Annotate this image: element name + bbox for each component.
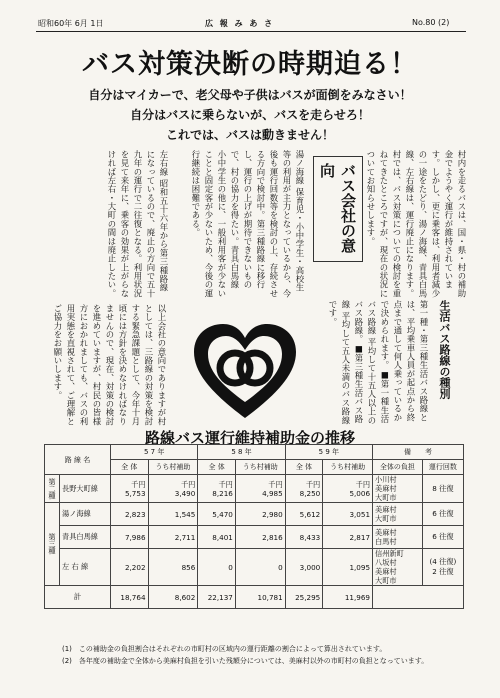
total-cell: 8,602 — [148, 586, 198, 609]
share-cell: 美麻村 大町市 — [373, 503, 423, 526]
total-header: 全 体 — [198, 460, 236, 475]
value: 5,006 — [349, 488, 371, 498]
village-subsidy-header: うち村補助 — [235, 460, 285, 475]
empty-cell — [373, 586, 464, 609]
table-row — [45, 503, 464, 526]
trips-cell: 6 往復 — [422, 526, 463, 549]
value: 8,216 — [212, 488, 233, 498]
issue-number: No.80 (2) — [412, 18, 450, 27]
table-row — [45, 475, 464, 503]
table-cell: 7,986 — [110, 526, 148, 549]
share-cell: 小川村 美麻村 大町市 — [373, 475, 423, 503]
value: 8,250 — [299, 488, 321, 498]
value: 4,985 — [262, 488, 283, 498]
total-cell: 22,137 — [198, 586, 236, 609]
footnote-1: (1) この補助金の負担割合はそれぞれの市町村の区域内の運行距離の割合によって算出されています。 — [62, 645, 387, 653]
subhead-3: これでは、バスは動きません！ — [165, 128, 334, 142]
company-intent-text: 湯ノ海線 保育児・小中学生・高校生等の利用が主力となっているから、今後も運行回数等を検討の上、存続させる方向で検討中。第三種路線に移行し、運行の上げが期待できないもので、村の協力を得たい。青具白馬線 小中学生の他に、一般利用客が少ないことと固定客が少ないため、今後の運行継続は困難である。 — [191, 150, 305, 298]
unit-label: 千円 — [305, 479, 321, 489]
table-cell — [148, 475, 198, 503]
year-57-header: 5 7 年 — [110, 445, 197, 460]
share-cell: 信州新町 八坂村 美麻村 大町市 — [373, 549, 423, 586]
table-cell: 8,401 — [198, 526, 236, 549]
trips-cell: 6 往復 — [422, 503, 463, 526]
value: 3,490 — [174, 488, 196, 498]
closing-text: 以上会社の意向でありますが村としては、三路線の対策を検討する緊急課題として、今年十月頃には方針を決めなければなりませんので、現在、対策の検討を進めていますが、村民の皆様方におかれましても、バスの利用実態を直視されて、ご理解とご協力をお願いします。 — [53, 304, 167, 426]
table-cell: 3,000 — [285, 549, 323, 586]
total-label: 計 — [45, 586, 111, 609]
route-type-text: 第一種・第三種生活バス路線とは、平均乗車人員が起点から終点まで通して何人乗っているかで決められます。■第一種生活バス路線 平均して十五人以上のバス路線。■第三種生活バス路線 平均して五人未満のバス路線です。 — [328, 300, 429, 425]
route-header: 路 線 名 — [45, 445, 111, 475]
year-59-header: 5 9 年 — [285, 445, 372, 460]
table-cell: 856 — [148, 549, 198, 586]
unit-label: 千円 — [268, 479, 283, 489]
table-cell: 2,202 — [110, 549, 148, 586]
value: 5,753 — [124, 488, 146, 498]
header-rule — [36, 31, 466, 32]
subsidy-table — [44, 444, 464, 609]
table-cell: 3,051 — [323, 503, 373, 526]
left-route-text: 左右線 昭和五十六年から第三種路線になっているので、廃止の方向で五十九年の運行で二往復となる。利用状況を見て来年に、乗客の効果が上がらなければ左右・大町の間は廃止したい。 — [107, 150, 169, 298]
table-cell: 0 — [235, 549, 285, 586]
table-cell: 2,816 — [235, 526, 285, 549]
table-cell: 1,095 — [323, 549, 373, 586]
main-headline: バス対策決断の時期迫る！ — [82, 49, 418, 80]
subhead-2: 自分はバスに乗らないが、バスを走らせろ！ — [130, 108, 370, 122]
route-name: 左 右 線 — [60, 549, 111, 586]
village-subsidy-header: うち村補助 — [323, 460, 373, 475]
total-row — [45, 586, 464, 609]
trips-cell: (4 往復) 2 往復 — [422, 549, 463, 586]
footnote-2: (2) 各年度の補助金で全体から美麻村負担を引いた残額分については、美麻村以外の市町村の負担となっています。 — [62, 657, 429, 665]
trips-cell: 8 往復 — [422, 475, 463, 503]
total-header: 全 体 — [110, 460, 148, 475]
section-title: バス会社の意向 — [318, 163, 357, 253]
remarks-header: 備 考 — [373, 445, 464, 460]
table-row — [45, 549, 464, 586]
total-cell: 18,764 — [110, 586, 148, 609]
share-header: 全体の負担 — [373, 460, 423, 475]
newsletter-title: 広 報 み あ さ — [205, 19, 275, 28]
category-label: 第三種 — [45, 503, 60, 586]
total-header: 全 体 — [285, 460, 323, 475]
table-row — [45, 526, 464, 549]
table-title: 路線バス運行維持補助金の推移 — [144, 429, 355, 447]
subhead-1: 自分はマイカーで、老父母や子供はバスが面倒をみなさい！ — [88, 88, 412, 102]
table-cell — [110, 475, 148, 503]
table-cell — [323, 475, 373, 503]
village-subsidy-header: うち村補助 — [148, 460, 198, 475]
table-cell: 5,470 — [198, 503, 236, 526]
table-cell: 2,980 — [235, 503, 285, 526]
table-cell: 5,612 — [285, 503, 323, 526]
unit-label: 千円 — [218, 479, 233, 489]
table-cell — [235, 475, 285, 503]
route-type-title: 生活バス路線の種別 — [438, 300, 451, 399]
table-cell: 1,545 — [148, 503, 198, 526]
route-name: 湯ノ海線 — [60, 503, 111, 526]
year-58-header: 5 8 年 — [198, 445, 285, 460]
trips-header: 運行回数 — [422, 460, 463, 475]
table-cell: 2,817 — [323, 526, 373, 549]
table-cell: 2,823 — [110, 503, 148, 526]
total-cell: 11,969 — [323, 586, 373, 609]
section-box — [313, 156, 363, 262]
total-cell: 10,781 — [235, 586, 285, 609]
intro-text: 村内を走るバスは、国・県・村の補助金でようやく運行が維持されています。しかし、更に乗客は、利用者減少の一途をたどり、湯ノ海線、青具白馬線、左右線は、運行廃止になります。村では、バス対策についての検討を重ねてきたところですが、現在の状況についてお知らせします。 — [366, 150, 467, 298]
table-cell — [198, 475, 236, 503]
table-cell: 2,711 — [148, 526, 198, 549]
category-label: 第二種 — [45, 475, 60, 503]
table-cell — [285, 475, 323, 503]
table-cell: 8,433 — [285, 526, 323, 549]
issue-date: 昭和60年 6月 1日 — [38, 19, 104, 28]
share-cell: 美麻村 白馬村 — [373, 526, 423, 549]
unit-label: 千円 — [180, 479, 196, 489]
total-cell: 25,295 — [285, 586, 323, 609]
village-emblem — [190, 322, 300, 422]
table-cell: 0 — [198, 549, 236, 586]
unit-label: 千円 — [355, 479, 371, 489]
route-name: 長野大町線 — [60, 475, 111, 503]
route-name: 青具白馬線 — [60, 526, 111, 549]
unit-label: 千円 — [131, 479, 146, 489]
